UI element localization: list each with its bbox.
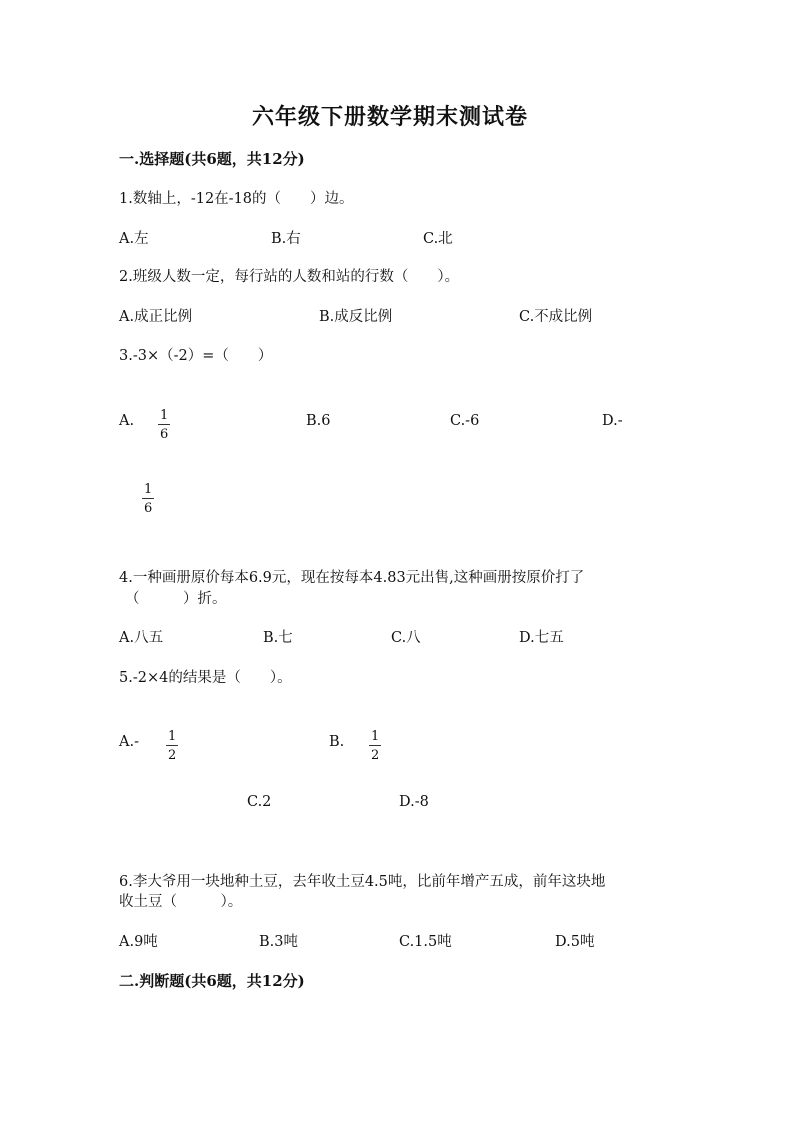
fraction-denominator: 6	[160, 427, 169, 442]
fraction-numerator: 1	[371, 729, 380, 744]
question-2-text: 2.班级人数一定，每行站的人数和站的行数（ ）。	[119, 269, 460, 285]
question-2-option-a: A.成正比例	[119, 309, 193, 325]
fraction-denominator: 2	[371, 748, 380, 763]
question-2-option-b: B.成反比例	[319, 309, 393, 325]
question-2-option-c: C.不成比例	[519, 309, 593, 325]
question-1-text: 1.数轴上，-12在-18的（ ）边。	[119, 191, 354, 207]
question-6-option-a: A.9吨	[119, 934, 158, 950]
fraction-numerator: 1	[168, 729, 177, 744]
section-heading-choice: 一.选择题(共6题，共12分)	[119, 150, 305, 168]
fraction-denominator: 2	[168, 748, 177, 763]
fraction-denominator: 6	[144, 501, 153, 516]
question-5-option-a-fraction	[166, 730, 178, 762]
question-3-option-b: B.6	[306, 413, 331, 429]
question-6-text-line1: 6.李大爷用一块地种土豆，去年收土豆4.5吨，比前年增产五成，前年这块地	[119, 874, 606, 890]
question-1-option-c: C.北	[423, 231, 453, 247]
question-6-option-c: C.1.5吨	[399, 934, 452, 950]
question-5-option-b-prefix: B.	[329, 734, 345, 750]
section-heading-judgment: 二.判断题(共6题，共12分)	[119, 972, 305, 990]
question-3-option-d-fraction	[142, 483, 154, 515]
question-5-option-b-fraction	[369, 730, 381, 762]
question-4-text-line1: 4.一种画册原价每本6.9元，现在按每本4.83元出售,这种画册按原价打了	[119, 570, 585, 586]
question-4-text-line2: （ ）折。	[125, 591, 227, 607]
question-5-option-c: C.2	[247, 794, 272, 810]
question-4-option-a: A.八五	[119, 630, 164, 646]
page-title: 六年级下册数学期末测试卷	[252, 104, 529, 130]
question-1-option-a: A.左	[119, 231, 149, 247]
question-3-option-d-prefix: D.-	[602, 413, 623, 429]
fraction-numerator: 1	[160, 408, 169, 423]
question-3-option-a-fraction	[158, 409, 170, 441]
question-4-option-b: B.七	[263, 630, 293, 646]
question-5-option-d: D.-8	[399, 794, 429, 810]
question-3-option-a-prefix: A.	[119, 413, 135, 429]
question-6-text-line2: 收土豆（ ）。	[119, 894, 243, 910]
question-6-option-d: D.5吨	[555, 934, 595, 950]
question-1-option-b: B.右	[271, 231, 301, 247]
fraction-numerator: 1	[144, 482, 153, 497]
question-4-option-c: C.八	[391, 630, 421, 646]
question-3-option-c: C.-6	[450, 413, 480, 429]
question-4-option-d: D.七五	[519, 630, 564, 646]
question-5-text: 5.-2×4的结果是（ ）。	[119, 670, 292, 686]
question-6-option-b: B.3吨	[259, 934, 298, 950]
question-3-text: 3.-3×（-2）=（ ）	[119, 348, 273, 364]
question-5-option-a-prefix: A.-	[119, 734, 139, 750]
